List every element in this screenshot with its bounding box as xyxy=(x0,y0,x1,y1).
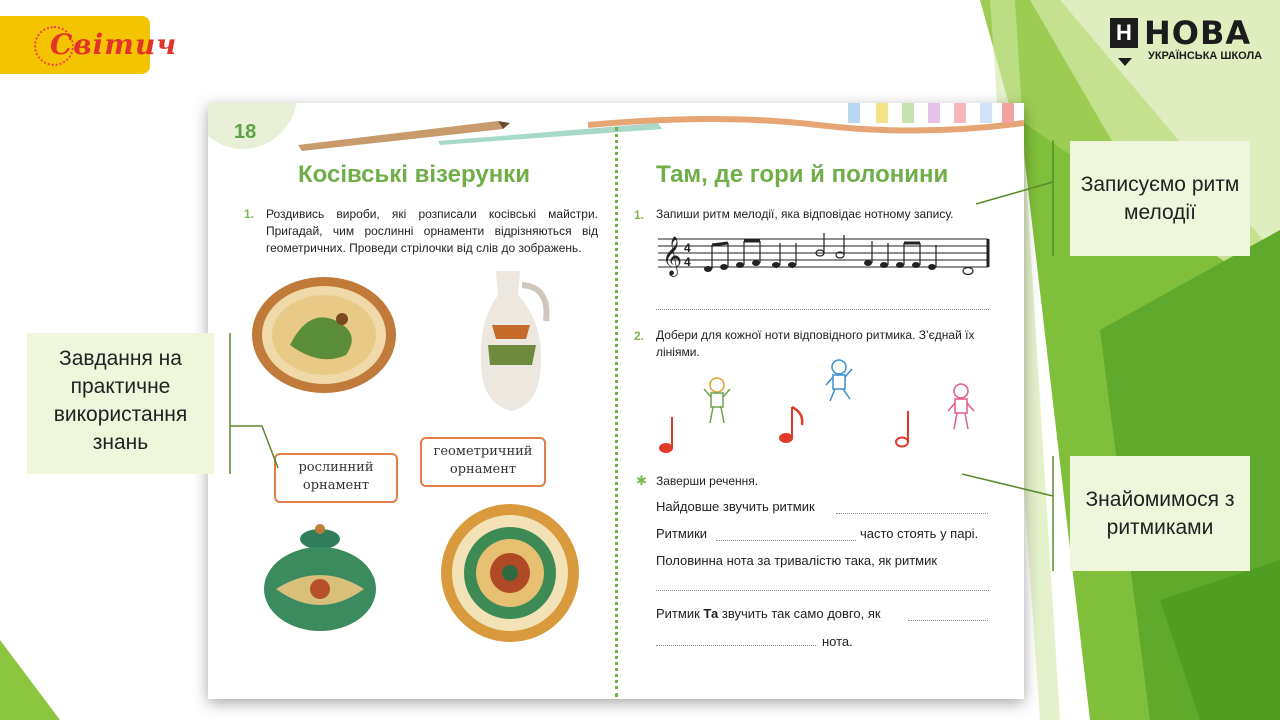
nus-title: НОВА xyxy=(1144,14,1252,52)
nus-subtitle: УКРАЇНСЬКА ШКОЛА xyxy=(1148,50,1263,62)
task-text: Добери для кожної ноти відповідного ритмика. З’єднай їх лініями. xyxy=(656,328,975,359)
task-number: 2. xyxy=(634,329,645,343)
sentence-text xyxy=(656,605,881,622)
task-text: Роздивись вироби, які розписали косівські майстри. Пригадай, чим рослинні орнаменти відрізняються від геометричних. Проведи стрілочки від слів до зображень. xyxy=(266,207,598,255)
answer-line[interactable] xyxy=(716,539,856,541)
sentence-text-part: звучить так само довго, як xyxy=(721,606,881,621)
ceramic-jug-image xyxy=(466,265,556,415)
pencil-decoration-icon xyxy=(298,103,1024,153)
sentence-text: Ритмики xyxy=(656,526,708,541)
sentence-text: Найдовше звучить ритмик xyxy=(656,499,815,514)
publisher-logo xyxy=(0,16,178,74)
asterisk-icon: ✱ xyxy=(636,473,647,488)
label-geometric-ornament: геометричний орнамент xyxy=(420,437,546,487)
half-note-icon xyxy=(894,409,914,449)
sentence-text: Половинна нота за тривалістю така, як ритмик xyxy=(656,553,938,568)
nus-mark-icon: Н xyxy=(1110,18,1138,48)
task-text: Запиши ритм мелодії, яка відповідає нотному запису. xyxy=(656,207,954,221)
sentence-text: часто стоять у парі. xyxy=(860,526,979,541)
answer-line[interactable] xyxy=(656,308,989,310)
answer-line[interactable] xyxy=(836,512,988,514)
svg-text:4: 4 xyxy=(684,241,691,255)
eighth-notes-icon xyxy=(778,405,806,445)
answer-line[interactable] xyxy=(656,644,816,646)
page-divider xyxy=(615,127,618,697)
crayon-icon xyxy=(902,103,914,123)
textbook-spread xyxy=(208,103,1024,699)
crayon-icon xyxy=(954,103,966,123)
rhythm-figure-icon xyxy=(946,383,976,433)
crayon-icon xyxy=(876,103,888,123)
right-page-title: Там, де гори й полонини xyxy=(656,161,949,188)
callout-practical-tasks: Завдання на практичне використання знань xyxy=(27,333,214,474)
music-staff-icon xyxy=(658,231,994,277)
arrow-down-icon xyxy=(1118,58,1132,66)
ceramic-plate-image xyxy=(440,503,580,643)
page-number: 18 xyxy=(234,121,257,143)
label-plant-ornament: рослинний орнамент xyxy=(274,453,398,503)
callout-record-rhythm: Записуємо ритм мелодії xyxy=(1070,141,1250,256)
answer-line[interactable] xyxy=(656,589,989,591)
sentence-text-part: Ритмик xyxy=(656,606,700,621)
answer-line[interactable] xyxy=(908,619,988,621)
crayon-icon xyxy=(1002,103,1014,123)
task-number: 1. xyxy=(244,207,255,221)
quarter-note-icon xyxy=(658,415,678,455)
task-number: 1. xyxy=(634,208,645,222)
svg-text:4: 4 xyxy=(684,255,691,269)
publisher-name: Світич xyxy=(50,28,178,61)
crayon-icon xyxy=(928,103,940,123)
svg-text:𝄞: 𝄞 xyxy=(662,236,683,276)
ceramic-plate-image xyxy=(250,275,398,395)
rhythm-figure-icon xyxy=(702,377,732,427)
sentence-text-bold: Та xyxy=(703,606,719,621)
sentence-text: нота. xyxy=(822,634,853,649)
left-page-title: Косівські візерунки xyxy=(298,161,530,188)
callout-meet-rhythmics: Знайомимося з ритмиками xyxy=(1070,456,1250,571)
crayon-icon xyxy=(848,103,860,123)
task-text: Заверши речення. xyxy=(656,474,759,488)
ceramic-pot-image xyxy=(262,521,378,637)
crayon-icon xyxy=(980,103,992,123)
rhythm-figure-icon xyxy=(824,359,854,405)
nus-logo xyxy=(1106,14,1266,70)
